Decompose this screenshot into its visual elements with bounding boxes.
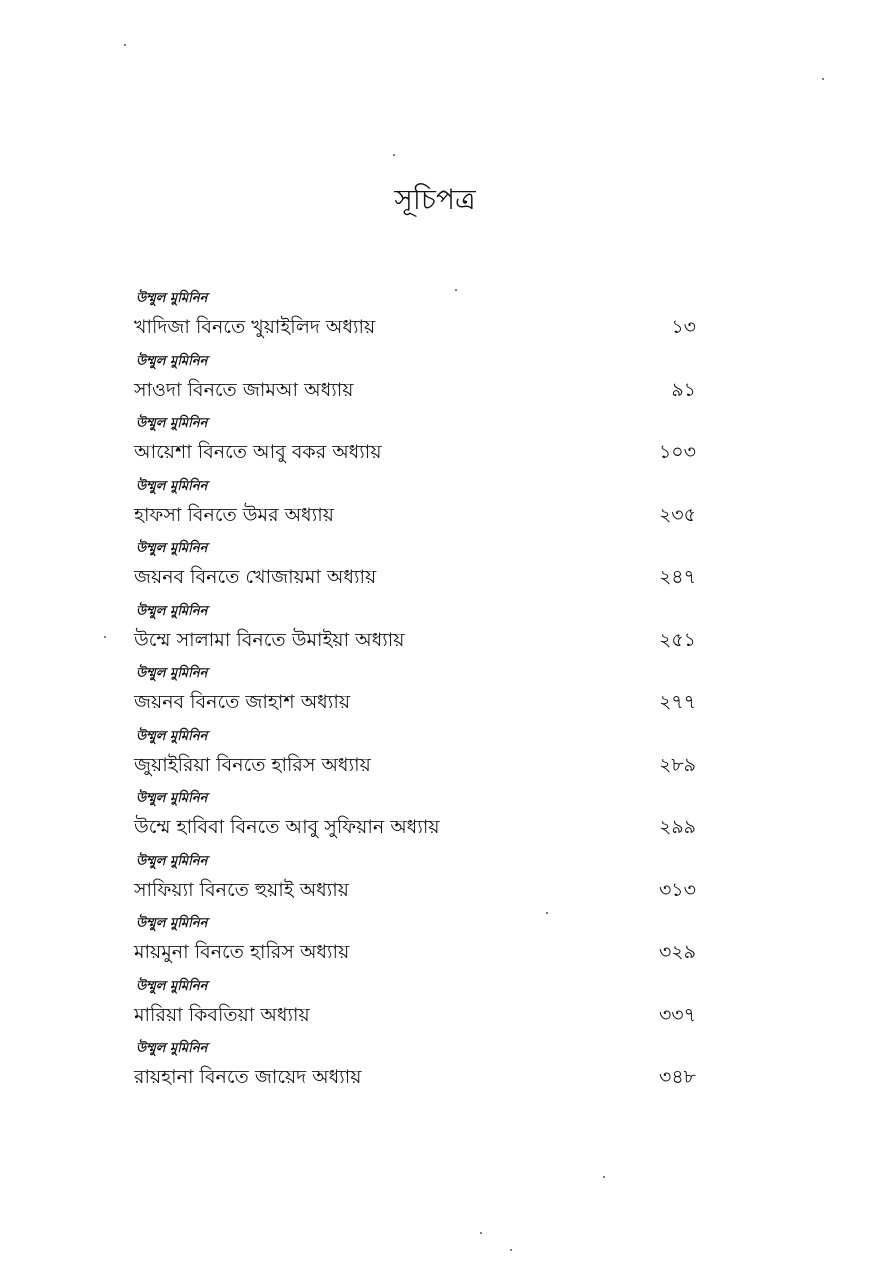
entry-page-number: ৯১ — [671, 378, 696, 401]
entry-title: আয়েশা বিনতে আবু বকর অধ্যায় — [134, 441, 382, 463]
entry-title: মারিয়া কিবতিয়া অধ্যায় — [134, 1003, 310, 1026]
entry-label: উম্মুল মুমিনিন — [136, 666, 208, 681]
entry-label: উম্মুল মুমিনিন — [136, 978, 208, 994]
toc-entry[interactable] — [134, 478, 710, 541]
toc-entry[interactable] — [134, 853, 710, 916]
page-title: সূচিপত্র — [394, 183, 476, 216]
toc-entry[interactable] — [134, 1040, 710, 1103]
entry-title: খাদিজা বিনতে খুয়াইলিদ অধ্যায় — [134, 316, 376, 338]
scan-speck — [393, 154, 395, 156]
scan-speck — [124, 44, 126, 46]
entry-label: উম্মুল মুমিনিন — [136, 416, 208, 431]
entry-label: উম্মুল মুমিনিন — [136, 916, 208, 931]
entry-title: জয়নব বিনতে খোজায়মা অধ্যায় — [134, 566, 377, 588]
toc-entry[interactable] — [134, 978, 710, 1041]
entry-page-number: ১০৩ — [658, 441, 696, 463]
entry-label: উম্মুল মুমিনিন — [136, 791, 208, 806]
scan-speck — [104, 636, 106, 638]
scan-speck — [603, 1176, 605, 1178]
entry-page-number: ৩১৩ — [658, 878, 696, 901]
scan-speck — [480, 1232, 482, 1234]
entry-label: উম্মুল মুমিনিন — [136, 728, 208, 744]
entry-page-number: ২৯৯ — [658, 816, 696, 838]
toc-entry[interactable] — [134, 603, 710, 666]
toc-entry[interactable] — [134, 790, 710, 853]
entry-title: সাফিয়্যা বিনতে হুয়াই অধ্যায় — [134, 878, 349, 901]
entry-title: হাফসা বিনতে উমর অধ্যায় — [134, 503, 334, 526]
entry-title: মায়মুনা বিনতে হারিস অধ্যায় — [134, 941, 350, 963]
entry-label: উম্মুল মুমিনিন — [136, 541, 208, 556]
entry-label: উম্মুল মুমিনিন — [136, 1041, 208, 1056]
entry-page-number: ২৫১ — [658, 628, 696, 651]
toc-entry[interactable] — [134, 540, 710, 603]
entry-label: উম্মুল মুমিনিন — [136, 291, 208, 306]
entry-page-number: ২৮৯ — [658, 753, 696, 776]
toc-entry[interactable] — [134, 665, 710, 728]
entry-page-number: ২৩৫ — [658, 503, 696, 526]
entry-label: উম্মুল মুমিনিন — [136, 353, 208, 369]
entry-page-number: ২৭৭ — [658, 691, 696, 713]
scan-speck — [510, 1249, 512, 1251]
entry-page-number: ৩৩৭ — [658, 1003, 696, 1026]
entry-page-number: ১৩ — [671, 316, 696, 338]
table-of-contents — [134, 290, 710, 1103]
entry-page-number: ৩২৯ — [658, 941, 696, 963]
toc-entry[interactable] — [134, 290, 710, 353]
entry-title: উম্মে হাবিবা বিনতে আবু সুফিয়ান অধ্যায় — [134, 816, 440, 838]
entry-page-number: ২৪৭ — [658, 566, 696, 588]
entry-title: রায়হানা বিনতে জায়েদ অধ্যায় — [134, 1066, 362, 1088]
scan-speck — [822, 78, 824, 80]
entry-label: উম্মুল মুমিনিন — [136, 603, 208, 619]
entry-label: উম্মুল মুমিনিন — [136, 853, 208, 869]
entry-title: সাওদা বিনতে জামআ অধ্যায় — [134, 378, 354, 401]
entry-title: উম্মে সালামা বিনতে উমাইয়া অধ্যায় — [134, 628, 405, 651]
toc-entry[interactable] — [134, 915, 710, 978]
toc-entry[interactable] — [134, 728, 710, 791]
entry-label: উম্মুল মুমিনিন — [136, 478, 208, 494]
entry-title: জয়নব বিনতে জাহাশ অধ্যায় — [134, 691, 351, 713]
entry-page-number: ৩৪৮ — [658, 1066, 696, 1088]
toc-entry[interactable] — [134, 415, 710, 478]
entry-title: জুয়াইরিয়া বিনতে হারিস অধ্যায় — [134, 753, 371, 776]
toc-entry[interactable] — [134, 353, 710, 416]
